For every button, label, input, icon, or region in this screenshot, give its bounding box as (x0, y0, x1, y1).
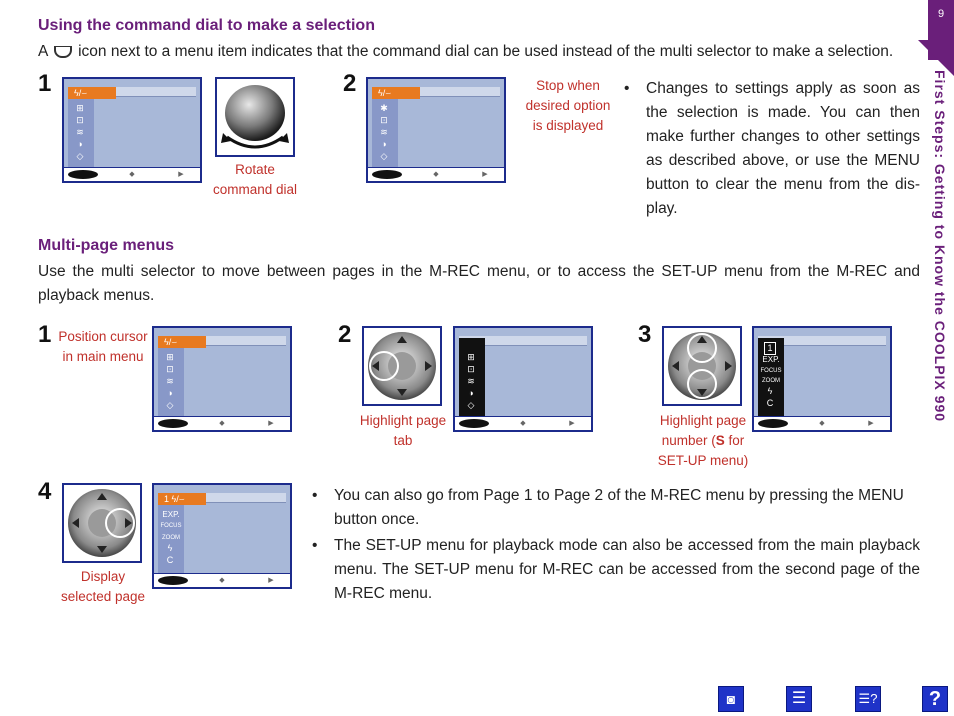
s1-step2-number: 2 (343, 70, 357, 97)
menu-list-icon[interactable]: ☰ (786, 686, 812, 712)
section1-intro (38, 40, 923, 64)
s2-step4-number: 4 (38, 478, 52, 505)
side-title: First Steps: Getting to Know the COOLPIX 990 (932, 70, 948, 423)
s1-bullet: • Changes to settings apply as soon as the selection is made. You can then make further changes to other settings as described above, or use the MENU button to clear the menu from the dis- play. (624, 80, 920, 217)
s2-bullet-1: • You can also go from Page 1 to Page 2 of the M-REC menu by pressing the MENU button once. (312, 487, 904, 528)
s2-step2-number: 2 (338, 321, 352, 348)
s2-step3-multi-selector (662, 326, 742, 406)
intro-before-icon: A (38, 43, 48, 60)
command-dial-image (215, 77, 295, 157)
s2-step1-number: 1 (38, 321, 52, 348)
s2-step2-screen: ⊞ ⊡ ≋ ◑ ◇ ◆ ▶ (453, 326, 593, 432)
section2-intro: Use the multi selector to move between pages in the M-REC menu, or to access the SET-UP menu from the M-REC and playback menus. (38, 263, 920, 304)
s2-step2-multi-selector (362, 326, 442, 406)
s2-step1-caption: Position cursor in main menu (58, 329, 148, 364)
section2-heading: Multi-page menus (38, 237, 175, 254)
s2-step4-caption: Display selected page (60, 569, 146, 604)
s1-step2-screen: ϟ/⌣ ✱ ⊡ ≋ ◑ ◇ ◆ ▶ (366, 77, 506, 183)
s1-step1-screen: ϟ/⌣ ⊞ ⊡ ≋ ◑ ◇ ◆ ▶ (62, 77, 202, 183)
command-dial-icon (54, 46, 72, 58)
s2-step3-number: 3 (638, 321, 652, 348)
page-number: 9 (937, 8, 945, 20)
intro-after-icon: icon next to a menu item indicates that the command dial can be used instead of the multi selector to make a selection. (78, 43, 894, 60)
s1-step2-caption: Stop when desired option is displayed (525, 78, 611, 133)
s2-step4-screen: 1 ϟ/⌣ EXP. FOCUS ZOOM ϟ C ◆ ▶ (152, 483, 292, 589)
dial-selectable-tab: ϟ/⌣ (68, 87, 116, 99)
s2-step4-multi-selector (62, 483, 142, 563)
section1-heading: Using the command dial to make a selection (38, 17, 375, 34)
s2-step2-caption: Highlight page tab (359, 413, 447, 448)
s1-step1-number: 1 (38, 70, 52, 97)
camera-icon[interactable]: ◙ (718, 686, 744, 712)
s2-step3-caption: Highlight page number (S for SET-UP menu) (657, 413, 749, 468)
s2-step3-screen: 1 EXP. FOCUS ZOOM ϟ C ◆ ▶ (752, 326, 892, 432)
s2-bullet-2: • The SET-UP menu for playback mode can also be accessed from the main playback menu. The SET-UP menu for M-REC can be accessed from the second page of the M-REC menu. (312, 537, 920, 602)
s1-step1-caption: Rotate command dial (212, 162, 298, 197)
s2-step1-screen: ϟ/⌣ ⊞ ⊡ ≋ ◑ ◇ ◆ ▶ (152, 326, 292, 432)
help-icon[interactable]: ? (922, 686, 948, 712)
help-topic-icon[interactable]: ☰? (855, 686, 881, 712)
